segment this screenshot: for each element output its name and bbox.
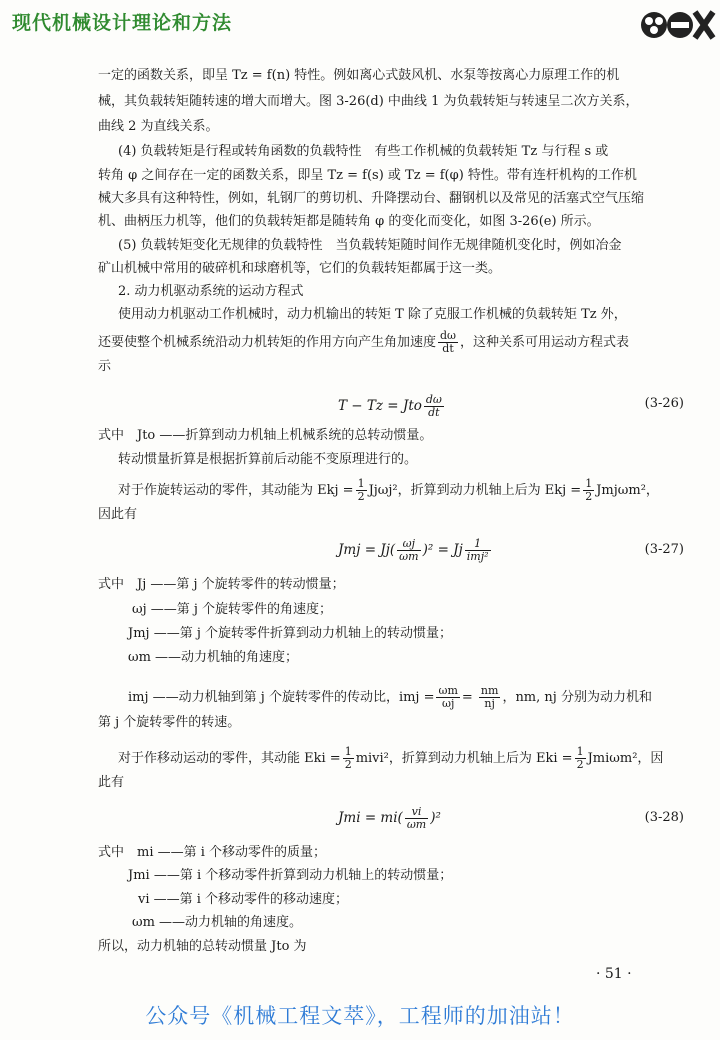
footer-banner: 公众号《机械工程文萃》，工程师的加油站！ xyxy=(145,1004,575,1028)
symbol-definition: vi ——第 i 个移动零件的移动速度； xyxy=(138,892,349,907)
fraction: $\frac{\omega j}{\omega m}$ xyxy=(399,537,419,563)
text-line: 曲线 2 为直线关系。 xyxy=(98,119,219,134)
equation-text: = Jj xyxy=(437,542,463,558)
text-line: 转动惯量折算是根据折算前后动能不变原理进行的。 xyxy=(118,452,418,467)
text-line: 一定的函数关系，即呈 Tz = f(n) 特性。例如离心式鼓风机、水泵等按离心力原理工作的机 xyxy=(98,68,620,83)
text-segment: 对于作旋转运动的零件，其动能为 Ekj = xyxy=(118,483,354,498)
text-segment: imj ——动力机轴到第 j 个旋转零件的传动比，imj = xyxy=(128,690,435,705)
equation-number: (3-27) xyxy=(644,542,684,557)
text-line: (4) 负载转矩是行程或转角函数的负载特性 有些工作机械的负载转矩 Tz 与行程 s 或 xyxy=(118,144,609,159)
text-segment: mivi²，折算到动力机轴上后为 Eki = xyxy=(355,751,573,766)
symbol-definition: Jmj ——第 j 个旋转零件折算到动力机轴上的转动惯量； xyxy=(128,626,452,641)
text-line xyxy=(118,478,659,503)
fraction: $\frac{d\omega}{dt}$ xyxy=(440,329,457,355)
text-segment: 对于作移动运动的零件，其动能 Eki = xyxy=(118,751,341,766)
text-line: 因此有 xyxy=(98,507,138,522)
fraction: $\frac{nm}{nj}$ xyxy=(480,684,499,710)
text-line: 此有 xyxy=(98,775,125,790)
fraction: $\frac{\omega m}{\omega j}$ xyxy=(438,684,458,710)
text-line: 第 j 个旋转零件的转速。 xyxy=(98,715,241,730)
fraction: $\frac{1}{2}$ xyxy=(344,745,352,771)
publisher-logo xyxy=(640,4,716,46)
text-line: 转角 φ 之间存在一定的函数关系，即呈 Tz = f(s) 或 Tz = f(φ) 特性。带有连杆机构的工作机 xyxy=(98,168,637,183)
equation-number: (3-28) xyxy=(644,810,684,825)
text-line xyxy=(118,746,663,771)
text-line: 机、曲柄压力机等，他们的负载转矩都是随转角 φ 的变化而变化，如图 3-26(e) 所示。 xyxy=(98,214,600,229)
text-line: 示 xyxy=(98,359,112,374)
text-line: 所以，动力机轴的总转动惯量 Jto 为 xyxy=(98,939,307,954)
equation-text: Jmi = mi xyxy=(338,810,398,826)
text-line: (5) 负载转矩变化无规律的负载特性 当负载转矩随时间作无规律随机变化时，例如冶金 xyxy=(118,238,622,253)
section-heading: 2. 动力机驱动系统的运动方程式 xyxy=(118,284,304,299)
fraction: $\frac{1}{2}$ xyxy=(585,477,593,503)
symbol-definition: 式中 Jj ——第 j 个旋转零件的转动惯量； xyxy=(98,577,345,592)
fraction: $\frac{1}{2}$ xyxy=(357,477,365,503)
equation-3-27: Jmj = Jj( $\frac{\omega j}{\omega m}$ )² = Jj $\frac{1}{\text{imj²}}$ xyxy=(338,537,489,563)
text-line: 械大多具有这种特性，例如，轧钢厂的剪切机、升降摆动台、翻钢机以及常见的活塞式空气压缩 xyxy=(98,191,645,206)
symbol-definition: imj ——动力机轴到第 j 个旋转零件的传动比，imj = $\frac{\omega m}{\omega j}$ = $\frac{nm}{nj}$ ，nm, nj 分别为动力机和 xyxy=(128,684,652,710)
equation-3-28: Jmi = mi( $\frac{vi}{\omega m}$ )² xyxy=(338,805,441,831)
text-line: 械，其负载转矩随转速的增大而增大。图 3-26(d) 中曲线 1 为负载转矩与转速呈二次方关系， xyxy=(98,94,639,109)
book-title: 现代机械设计理论和方法 xyxy=(12,12,233,34)
symbol-definition: Jmi ——第 i 个移动零件折算到动力机轴上的转动惯量； xyxy=(128,868,453,883)
equation-text: Jmj = Jj xyxy=(338,542,390,558)
symbol-definition: 式中 Jto ——折算到动力机轴上机械系统的总转动惯量。 xyxy=(98,428,433,443)
equation-text: T − Tz = Jto xyxy=(338,398,422,414)
text-segment: ，nm, nj 分别为动力机和 xyxy=(502,690,652,705)
symbol-definition: ωm ——动力机轴的角速度； xyxy=(128,650,299,665)
text-line: 矿山机械中常用的破碎机和球磨机等，它们的负载转矩都属于这一类。 xyxy=(98,261,502,276)
fraction: $\frac{1}{\text{imj²}}$ xyxy=(466,537,489,563)
text-line: 使用动力机驱动工作机械时，动力机输出的转矩 T 除了克服工作机械的负载转矩 Tz 外， xyxy=(118,307,627,322)
symbol-definition: 式中 mi ——第 i 个移动零件的质量； xyxy=(98,845,327,860)
fraction: $\frac{d\omega}{dt}$ xyxy=(425,393,442,419)
equation-number: (3-26) xyxy=(644,396,684,411)
equation-3-26 xyxy=(338,394,446,419)
text-segment: Jjωj²，折算到动力机轴上后为 Ekj = xyxy=(368,483,582,498)
text-segment: 还要使整个机械系统沿动力机转矩的作用方向产生角加速度 xyxy=(98,335,437,350)
text-line xyxy=(98,330,629,355)
fraction: $\frac{1}{2}$ xyxy=(576,745,584,771)
page-number: · 51 · xyxy=(596,966,632,982)
symbol-definition: ωj ——第 j 个旋转零件的角速度； xyxy=(132,602,333,617)
text-segment: Jmjωm²， xyxy=(596,483,659,498)
text-segment: ，这种关系可用运动方程式表 xyxy=(460,335,630,350)
symbol-definition: ωm ——动力机轴的角速度。 xyxy=(132,915,303,930)
fraction: $\frac{vi}{\omega m}$ xyxy=(406,805,427,831)
text-segment: Jmiωm²，因 xyxy=(587,751,664,766)
